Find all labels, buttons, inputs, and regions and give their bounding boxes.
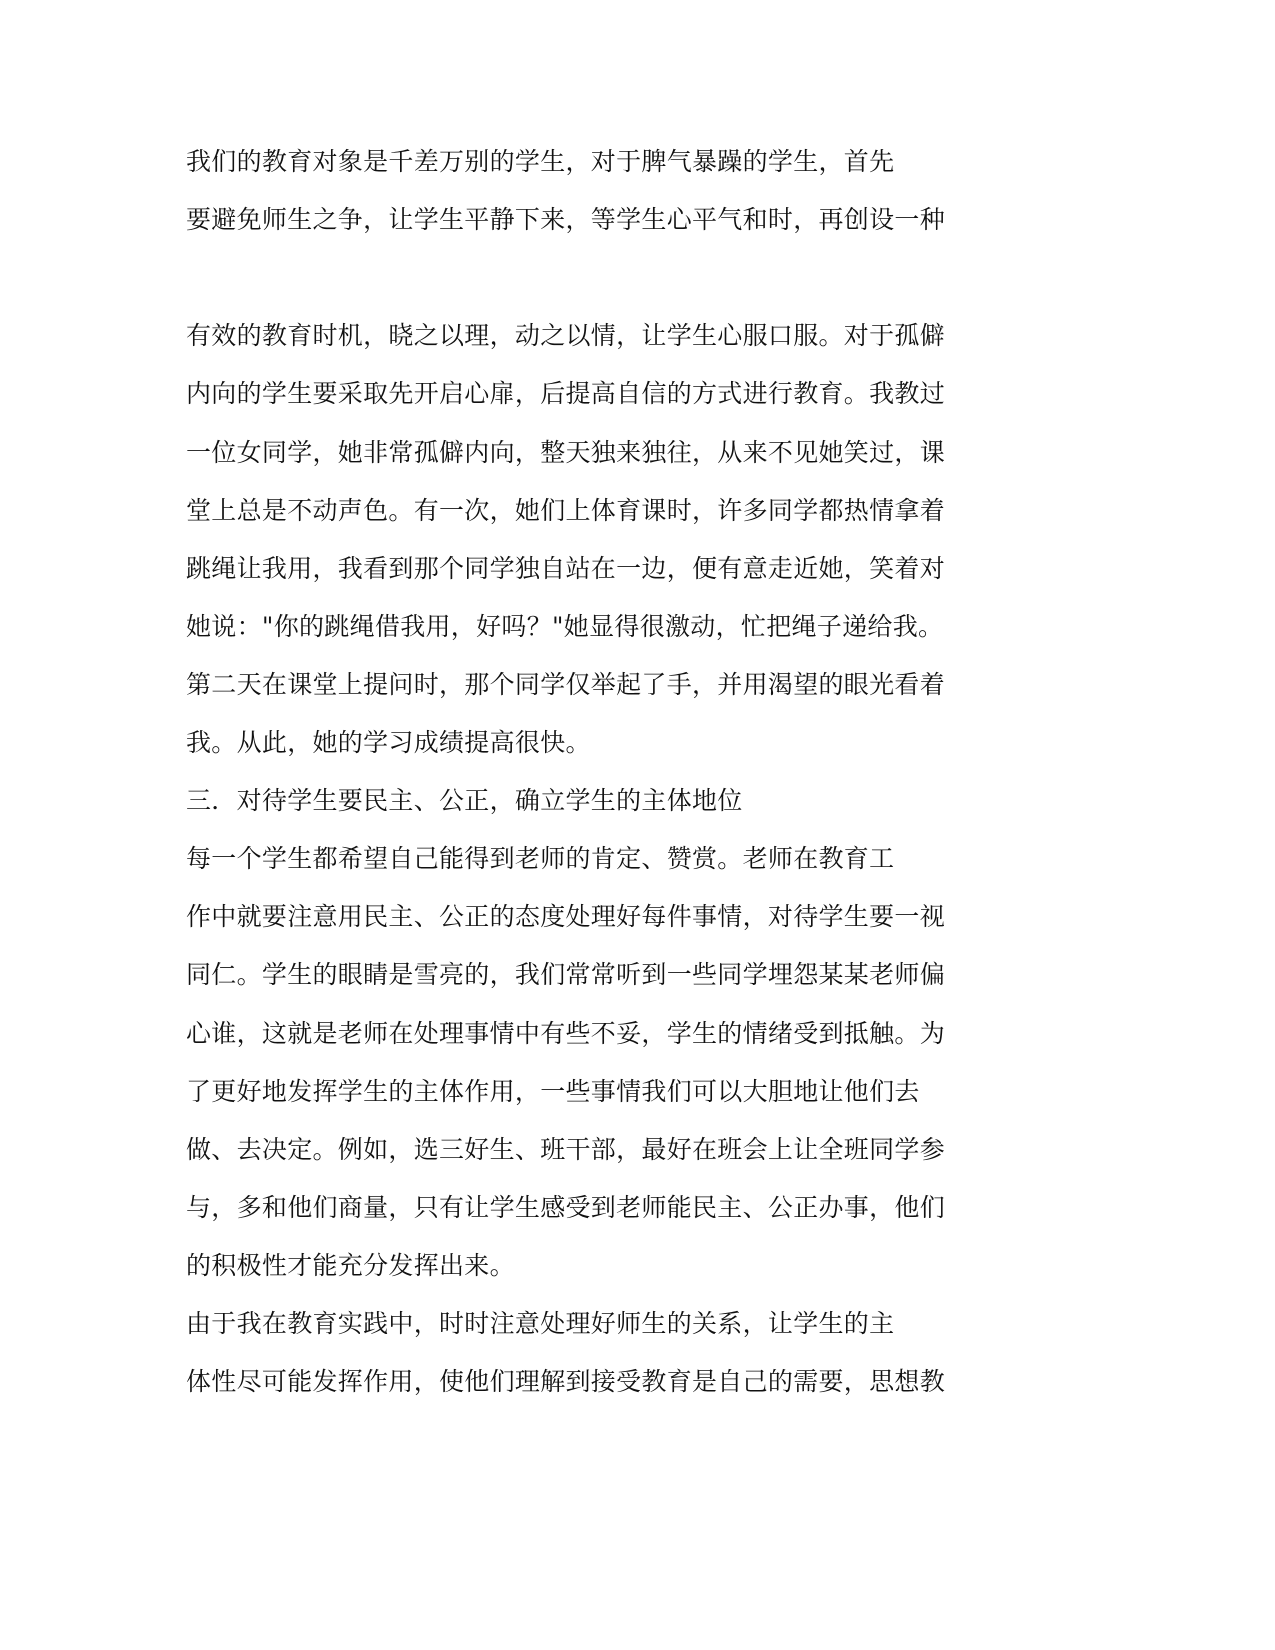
text-line: 要避免师生之争，让学生平静下来，等学生心平气和时，再创设一种 bbox=[186, 205, 946, 234]
text-line: 我。从此，她的学习成绩提高很快。 bbox=[186, 728, 591, 757]
text-line: 她说："你的跳绳借我用，好吗？"她显得很激动，忙把绳子递给我。 bbox=[186, 612, 944, 641]
text-line: 内向的学生要采取先开启心扉，后提高自信的方式进行教育。我教过 bbox=[186, 379, 946, 408]
section-heading: 三．对待学生要民主、公正，确立学生的主体地位 bbox=[186, 786, 743, 815]
text-line: 与，多和他们商量，只有让学生感受到老师能民主、公正办事，他们 bbox=[186, 1193, 946, 1222]
text-line: 做、去决定。例如，选三好生、班干部，最好在班会上让全班同学参 bbox=[186, 1135, 946, 1164]
text-line: 心谁，这就是老师在处理事情中有些不妥，学生的情绪受到抵触。为 bbox=[186, 1019, 946, 1048]
text-line: 了更好地发挥学生的主体作用，一些事情我们可以大胆地让他们去 bbox=[186, 1077, 920, 1106]
text-line: 体性尽可能发挥作用，使他们理解到接受教育是自己的需要，思想教 bbox=[186, 1367, 946, 1396]
text-line: 同仁。学生的眼睛是雪亮的，我们常常听到一些同学埋怨某某老师偏 bbox=[186, 960, 946, 989]
text-line: 有效的教育时机，晓之以理，动之以情，让学生心服口服。对于孤僻 bbox=[186, 321, 946, 350]
text-line: 第二天在课堂上提问时，那个同学仅举起了手，并用渴望的眼光看着 bbox=[186, 670, 946, 699]
text-line: 我们的教育对象是千差万别的学生，对于脾气暴躁的学生，首先 bbox=[186, 147, 895, 176]
text-line: 跳绳让我用，我看到那个同学独自站在一边，便有意走近她，笑着对 bbox=[186, 554, 946, 583]
text-line: 的积极性才能充分发挥出来。 bbox=[186, 1251, 515, 1280]
text-line: 由于我在教育实践中，时时注意处理好师生的关系，让学生的主 bbox=[186, 1309, 895, 1338]
text-line: 一位女同学，她非常孤僻内向，整天独来独往，从来不见她笑过，课 bbox=[186, 438, 946, 467]
text-line: 作中就要注意用民主、公正的态度处理好每件事情，对待学生要一视 bbox=[186, 902, 946, 931]
text-line: 堂上总是不动声色。有一次，她们上体育课时，许多同学都热情拿着 bbox=[186, 496, 946, 525]
text-line: 每一个学生都希望自己能得到老师的肯定、赞赏。老师在教育工 bbox=[186, 844, 895, 873]
